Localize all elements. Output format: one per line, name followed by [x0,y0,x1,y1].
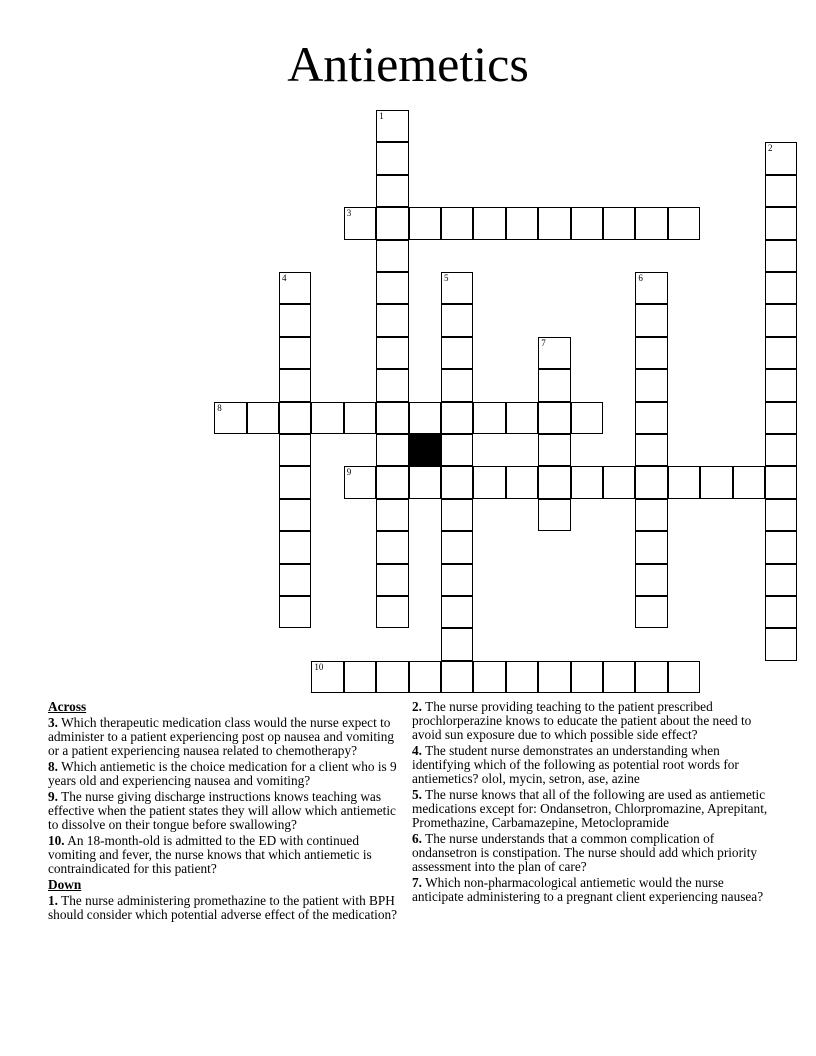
crossword-cell[interactable] [765,628,797,660]
across-heading: Across [48,699,87,714]
crossword-cell[interactable] [344,207,376,239]
crossword-cell[interactable] [409,402,441,434]
crossword-cell[interactable] [376,304,408,336]
crossword-cell[interactable] [473,661,505,693]
cell-number: 9 [346,467,352,478]
crossword-cell[interactable] [765,304,797,336]
crossword-cell[interactable] [441,564,473,596]
crossword-cell[interactable] [409,466,441,498]
crossword-cell[interactable] [279,596,311,628]
clue-text: The student nurse demonstrates an understanding when identifying which of the following as potential root words for antiemetics? olol, mycin, setron, ase, azine [412,743,739,786]
crossword-cell[interactable] [376,531,408,563]
crossword-cell[interactable] [409,207,441,239]
crossword-cell[interactable] [376,564,408,596]
clue-number: 9. [48,789,58,804]
crossword-cell[interactable] [376,272,408,304]
crossword-cell[interactable] [571,207,603,239]
crossword-cell[interactable] [506,402,538,434]
crossword-cell[interactable] [603,207,635,239]
crossword-cell[interactable] [765,564,797,596]
crossword-cell[interactable] [603,661,635,693]
crossword-cell[interactable] [571,466,603,498]
crossword-cell[interactable] [473,466,505,498]
crossword-cell[interactable] [311,402,343,434]
puzzle-title: Antiemetics [287,36,529,92]
crossword-cell[interactable] [441,272,473,304]
crossword-cell[interactable] [765,499,797,531]
crossword-cell[interactable] [441,207,473,239]
crossword-cell[interactable] [506,661,538,693]
crossword-cell[interactable] [635,466,667,498]
crossword-cell[interactable] [376,434,408,466]
cell-number: 1 [379,111,384,121]
crossword-cell[interactable] [279,304,311,336]
crossword-cell[interactable] [473,207,505,239]
crossword-cell[interactable] [635,304,667,336]
crossword-cell[interactable] [376,337,408,369]
crossword-cell[interactable] [441,661,473,693]
crossword-cell[interactable] [441,304,473,336]
crossword-cell[interactable] [376,402,408,434]
crossword-cell[interactable] [409,661,441,693]
crossword-cell[interactable] [765,240,797,272]
crossword-cell[interactable] [538,661,570,693]
crossword-cell[interactable] [441,499,473,531]
crossword-cell[interactable] [279,564,311,596]
crossword-cell[interactable] [635,661,667,693]
crossword-cell[interactable] [344,402,376,434]
crossword-cell[interactable] [635,369,667,401]
crossword-cell[interactable] [635,337,667,369]
crossword-cell[interactable] [765,207,797,239]
crossword-cell[interactable] [311,661,343,693]
cell-number: 6 [638,273,643,283]
crossword-cell[interactable] [279,434,311,466]
clue-across-10 [48,834,400,876]
crossword-cell[interactable] [635,207,667,239]
clue-down-6 [412,832,772,874]
clue-text: Which non-pharmacological antiemetic would the nurse anticipate administering to a pregnant client experiencing nausea? [412,875,764,904]
crossword-cell[interactable] [765,142,797,174]
cell-number: 7 [541,337,546,348]
clue-number: 2. [412,699,422,714]
crossword-cell[interactable] [765,531,797,563]
crossword-cell[interactable] [603,466,635,498]
crossword-cell[interactable] [538,499,570,531]
clue-number: 3. [48,715,58,730]
crossword-cell[interactable] [279,369,311,401]
clue-down-2 [412,700,772,742]
crossword-cell[interactable] [376,240,408,272]
crossword-cell[interactable] [376,466,408,498]
crossword-cell[interactable] [635,499,667,531]
crossword-cell[interactable] [538,207,570,239]
clue-down-4 [412,744,772,786]
crossword-cell[interactable] [765,466,797,498]
clue-down-7 [412,876,772,904]
crossword-cell[interactable] [538,369,570,401]
cell-number: 8 [217,402,222,413]
crossword-cell[interactable] [668,466,700,498]
crossword-cell[interactable] [441,369,473,401]
crossword-cell[interactable] [279,337,311,369]
crossword-cell[interactable] [279,402,311,434]
clue-down-1 [48,894,400,922]
crossword-cell[interactable] [668,207,700,239]
crossword-cell[interactable] [635,434,667,466]
crossword-cell[interactable] [765,337,797,369]
clue-across-8 [48,760,400,788]
crossword-cell[interactable] [571,661,603,693]
crossword-cell[interactable] [538,466,570,498]
clue-text: The nurse understands that a common complication of ondansetron is constipation. The nurse should add which priority assessment into the plan of care? [412,831,758,874]
crossword-cell[interactable] [441,466,473,498]
crossword-cell[interactable] [538,337,570,369]
crossword-cell[interactable] [376,499,408,531]
block-cell [409,434,441,466]
clue-text: The nurse knows that all of the following are used as antiemetic medications except for: Ondansetron, Chlorpromazine, Aprepitant, Promethazine, Carbamazepine, Metoclopramide [412,787,768,830]
clue-across-9 [48,790,400,832]
crossword-cell[interactable] [279,272,311,304]
cell-number: 10 [314,661,324,672]
crossword-cell[interactable] [344,466,376,498]
crossword-cell[interactable] [506,466,538,498]
crossword-cell[interactable] [635,531,667,563]
crossword-cell[interactable] [733,466,765,498]
clue-text: The nurse giving discharge instructions knows teaching was effective when the patient states they will allow which antiemetic to dissolve on their tongue before swallowing? [48,789,396,832]
crossword-cell[interactable] [376,596,408,628]
clue-number: 5. [412,787,422,802]
cell-number: 4 [282,273,287,283]
crossword-cell[interactable] [279,466,311,498]
crossword-cell[interactable] [376,110,408,142]
crossword-cell[interactable] [376,369,408,401]
crossword-cell[interactable] [473,402,505,434]
crossword-cell[interactable] [376,207,408,239]
crossword-cell[interactable] [765,369,797,401]
down-heading: Down [48,877,82,892]
crossword-cell[interactable] [506,207,538,239]
crossword-cell[interactable] [538,434,570,466]
crossword-cell[interactable] [279,499,311,531]
crossword-cell[interactable] [441,434,473,466]
clue-number: 1. [48,893,58,908]
clues-right-column [412,700,772,906]
clue-text: Which therapeutic medication class would the nurse expect to administer to a patient experiencing post op nausea and vomiting or a patient experiencing nausea related to chemotherapy? [48,715,394,758]
clue-number: 8. [48,759,58,774]
crossword-cell[interactable] [635,402,667,434]
clue-number: 6. [412,831,422,846]
crossword-cell[interactable] [441,531,473,563]
crossword-cell[interactable] [441,628,473,660]
clue-number: 10. [48,833,65,848]
crossword-cell[interactable] [441,596,473,628]
clue-down-5 [412,788,772,830]
clue-text: The nurse administering promethazine to the patient with BPH should consider which potential adverse effect of the medication? [48,893,398,922]
crossword-cell[interactable] [376,175,408,207]
crossword-cell[interactable] [538,402,570,434]
crossword-cell[interactable] [214,402,246,434]
crossword-cell[interactable] [765,272,797,304]
cell-number: 3 [346,208,352,219]
crossword-cell[interactable] [635,596,667,628]
clue-number: 4. [412,743,422,758]
clue-text: Which antiemetic is the choice medication for a client who is 9 years old and experiencing nausea and vomiting? [48,759,397,788]
crossword-cell[interactable] [571,402,603,434]
cell-number: 2 [768,143,773,154]
crossword-cell[interactable] [376,142,408,174]
crossword-cell[interactable] [700,466,732,498]
crossword-cell[interactable] [441,337,473,369]
clue-text: The nurse providing teaching to the patient prescribed prochlorperazine knows to educate the patient about the need to avoid sun exposure due to which possible side effect? [412,699,752,742]
clue-across-3 [48,716,400,758]
crossword-cell[interactable] [279,531,311,563]
clue-text: An 18-month-old is admitted to the ED with continued vomiting and fever, the nurse knows that which antiemetic is contraindicated for this patient? [48,833,372,876]
crossword-cell[interactable] [635,564,667,596]
crossword-cell[interactable] [376,661,408,693]
crossword-cell[interactable] [765,175,797,207]
crossword-cell[interactable] [247,402,279,434]
clues-left-column [48,700,400,924]
clue-number: 7. [412,875,422,890]
cell-number: 5 [444,273,449,283]
crossword-cell[interactable] [765,434,797,466]
crossword-cell[interactable] [765,596,797,628]
crossword-cell[interactable] [765,402,797,434]
crossword-cell[interactable] [441,402,473,434]
crossword-cell[interactable] [668,661,700,693]
crossword-cell[interactable] [635,272,667,304]
crossword-cell[interactable] [344,661,376,693]
